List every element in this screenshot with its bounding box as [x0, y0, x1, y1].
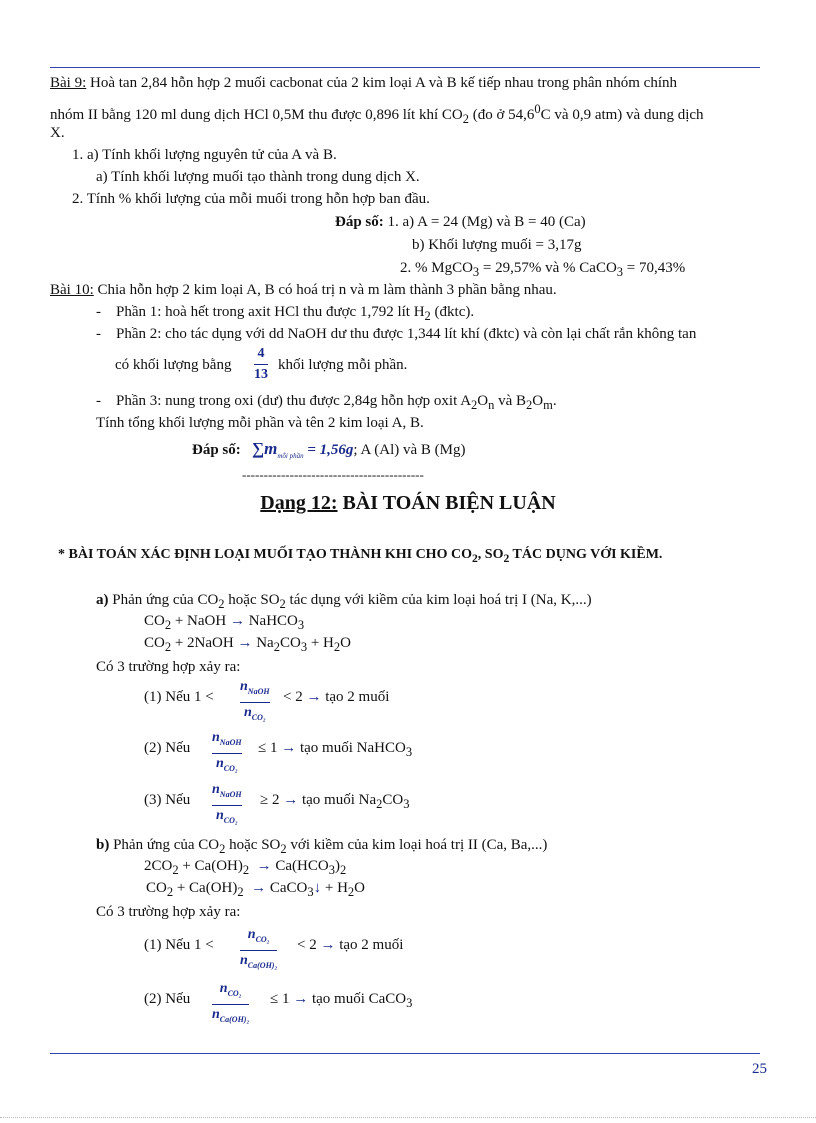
part-b-intro: b) Phản ứng của $CO_2$ hoặc $SO_2$ với kiềm của kim loại hoá trị II (Ca, Ba,...) — [96, 837, 548, 856]
bai9-answer-2: b) Khối lượng muối = 3,17g — [412, 237, 582, 253]
bai10-answer: Đáp số: $\sum m_{mỗi phần} = 1,56g$; A (Al) và B (Mg) — [192, 439, 466, 460]
arrow-icon: → — [306, 689, 322, 705]
fraction-co2-caoh2: $n_{CO_2}$ $n_{Ca(OH)_2}$ — [212, 981, 250, 1024]
section-heading: Dạng 12: BÀI TOÁN BIỆN LUẬN — [260, 492, 556, 514]
header-rule — [50, 67, 760, 68]
bai10-question: Tính tổng khối lượng mỗi phần và tên 2 kim loại A, B. — [96, 415, 424, 431]
part-a-case2: (2) Nếu — [144, 740, 191, 756]
page-edge — [0, 1117, 816, 1118]
part-b-case1: (1) Nếu 1 < — [144, 937, 214, 953]
part-a-intro: a) Phản ứng của $CO_2$ hoặc $SO_2$ tác dụng với kiềm của kim loại hoá trị I (Na, K,...) — [96, 592, 592, 611]
arrow-icon: → — [293, 991, 309, 1007]
fraction-naoh-co2: $n_{NaOH}$ $n_{CO_2}$ — [212, 730, 242, 773]
part-a-cases: Có 3 trường hợp xảy ra: — [96, 659, 241, 675]
section-subtitle: * BÀI TOÁN XÁC ĐỊNH LOẠI MUỐI TẠO THÀNH KHI CHO $CO_2$, $SO_2$ TÁC DỤNG VỚI KIỀM. — [58, 547, 663, 565]
part-b-case2: (2) Nếu — [144, 991, 191, 1007]
bai9-q2: 2. Tính % khối lượng của mỗi muối trong hỗn hợp ban đầu. — [72, 191, 430, 207]
arrow-icon: → — [237, 635, 253, 651]
fraction-co2-caoh2: $n_{CO_2}$ $n_{Ca(OH)_2}$ — [240, 927, 278, 970]
bai9-answer-3: 2. % MgCO$_3$ = 29,57% và % CaCO$_3$ = 70,43% — [400, 260, 686, 279]
part-b-eq1: $2CO_2 + Ca(OH)_2 \to Ca(HCO_3)_2$ — [144, 858, 347, 877]
part-a-case1: (1) Nếu 1 < — [144, 689, 214, 705]
arrow-icon: → — [320, 937, 336, 953]
bai9-q1: 1. a) Tính khối lượng nguyên tử của A và B. — [72, 147, 337, 163]
part-b-case1-tail: < 2 → tạo 2 muối — [297, 937, 404, 953]
part-a-eq1: $CO_2$ + NaOH → NaHCO$_3$ — [144, 613, 305, 632]
part-a-case2-tail: ≤ 1 → tạo muối NaHCO$_3$ — [258, 740, 413, 759]
bai9-line3: X. — [50, 125, 65, 141]
part-a-eq2: $CO_2$ + 2NaOH → $Na_2CO_3 + H_2O$ — [144, 635, 351, 654]
fraction-4-13: 4 13 — [254, 346, 268, 382]
bai10-part3: - Phần 3: nung trong oxi (dư) thu được 2,84g hỗn hợp oxit $A_2O_n$ và $B_2O_m$. — [96, 393, 557, 412]
arrow-icon: → — [251, 880, 267, 896]
bai10-part2-tail: khối lượng mỗi phần. — [278, 357, 408, 373]
arrow-icon: → — [256, 858, 272, 874]
part-a-case3: (3) Nếu — [144, 792, 191, 808]
bai10-part1: - Phần 1: hoà hết trong axit HCl thu được 1,792 lít $H_2$ (đktc). — [96, 304, 475, 323]
bai9-line2: nhóm II bằng 120 ml dung dịch HCl 0,5M thu được 0,896 lít khí $CO_2$ (đo ở 54,6$^0$C và 0,9 atm) và dung dịch — [50, 102, 704, 126]
bai10-part2-cont: có khối lượng bằng — [115, 357, 232, 373]
bai10-part2: - Phần 2: cho tác dụng với dd NaOH dư thu được 1,344 lít khí (đktc) và còn lại chất rắn không tan — [96, 326, 697, 342]
bai10-intro: Bài 10: Chia hỗn hợp 2 kim loại A, B có hoá trị n và m làm thành 3 phần bằng nhau. — [50, 282, 557, 298]
part-b-cases: Có 3 trường hợp xảy ra: — [96, 904, 241, 920]
bai9-line1: Bài 9: Hoà tan 2,84 hỗn hợp 2 muối cacbonat của 2 kim loại A và B kế tiếp nhau trong phân nhóm chính — [50, 75, 677, 91]
part-a-case1-tail: < 2 → tạo 2 muối — [283, 689, 390, 705]
fraction-naoh-co2: $n_{NaOH}$ $n_{CO_2}$ — [212, 782, 242, 825]
arrow-icon: → — [229, 613, 245, 629]
bai9-answer-1: Đáp số: 1. a) A = 24 (Mg) và B = 40 (Ca) — [335, 214, 586, 230]
fraction-naoh-co2: $n_{NaOH}$ $n_{CO_2}$ — [240, 679, 270, 722]
footer-rule — [50, 1053, 760, 1054]
divider: ------------------------------------------ — [242, 467, 424, 482]
part-b-eq2: $CO_2 + Ca(OH)_2$ → CaCO$_3$↓ + $H_2O$ — [146, 880, 366, 899]
part-b-case2-tail: ≤ 1 → tạo muối CaCO$_3$ — [270, 991, 413, 1010]
page-number: 25 — [752, 1061, 767, 1077]
bai9-q1b: a) Tính khối lượng muối tạo thành trong dung dịch X. — [96, 169, 420, 185]
precipitate-arrow-icon: ↓ — [313, 880, 322, 896]
part-a-case3-tail: ≥ 2 → tạo muối $Na_2CO_3$ — [260, 792, 410, 811]
arrow-icon: → — [283, 792, 299, 808]
arrow-icon: → — [281, 740, 297, 756]
